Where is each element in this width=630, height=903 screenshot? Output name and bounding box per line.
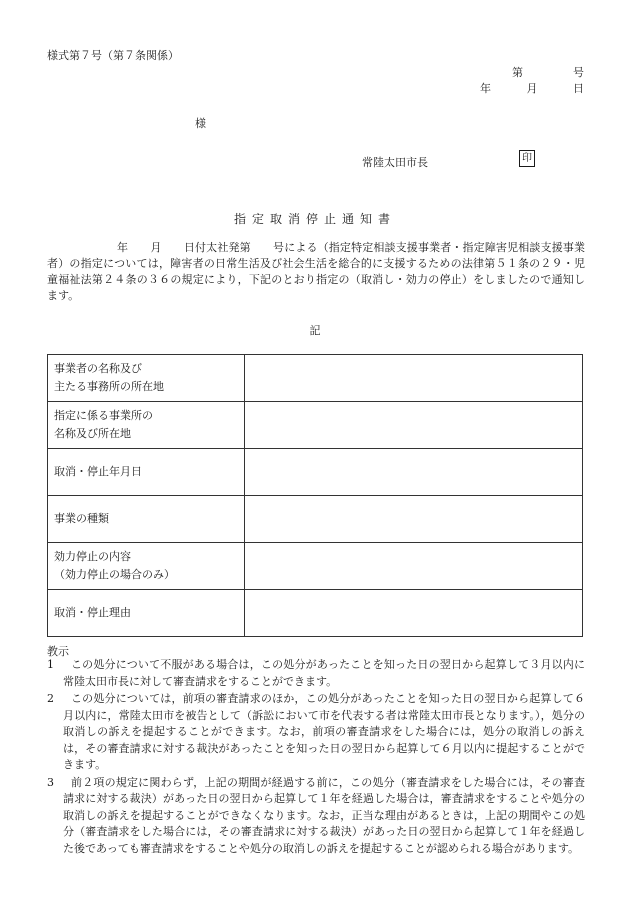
row-label: [48, 402, 245, 449]
row-label-line: 取消・停止年月日: [54, 465, 142, 478]
row-label-line: 効力停止の内容: [54, 550, 131, 563]
issue-date-year: 年: [480, 82, 491, 95]
table-row: [48, 449, 583, 496]
instruction-item: [47, 691, 585, 774]
instruction-item: [47, 775, 585, 858]
instruction-text: この処分について不服がある場合は，この処分があったことを知った日の翌日から起算して３月以内に常陸太田市長に対して審査請求をすることができます。: [63, 658, 585, 688]
row-label: [48, 543, 245, 590]
form-number: 様式第７号（第７条関係）: [47, 49, 179, 62]
instructions-list: [47, 657, 585, 858]
instruction-number: 1: [47, 658, 54, 671]
row-value: [245, 543, 583, 590]
instruction-text: 前２項の規定に関わらず，上記の期間が経過する前に，この処分（審査請求をした場合には，その審査請求に対する裁決）があった日の翌日から起算して１年を経過した場合は，審査請求をすることや処分の取消しの訴えを提起することができなくなります。なお，正当な理由があるときは，上記の期間やこの処分（審査請求をした場合には，その審査請求に対する裁決）があった日の翌日から起算して１年を経過した後であっても審査請求をすることや処分の取消しの訴えを提起することが認められる場合があります。: [63, 775, 585, 855]
row-value: [245, 402, 583, 449]
body-text: 年 月 日付太社発第 号による（指定特定相談支援事業者・指定障害児相談支援事業者）の指定については，障害者の日常生活及び社会生活を総合的に支援するための法律第５１条の２９・児童福祉法第２４条の３６の規定により，下記のとおり指定の（取消し・効力の停止）をしましたので通知します。: [47, 241, 585, 302]
instructions-heading: 教示: [47, 645, 69, 658]
row-value: [245, 590, 583, 637]
instruction-text: この処分については，前項の審査請求のほか，この処分があったことを知った日の翌日から起算して６月以内に，常陸太田市を被告として（訴訟において市を代表する者は常陸太田市長となります。），処分の取消しの訴えを提起することができます。なお，前項の審査請求をした場合には，処分の取消しの訴えは，その審査請求に対する裁決があったことを知った日の翌日から起算して６月以内に提起することができます。: [63, 692, 585, 771]
table-row: [48, 590, 583, 637]
document-title: 指定取消停止通知書: [233, 212, 396, 226]
row-value: [245, 355, 583, 402]
row-label-line: 取消・停止理由: [54, 606, 131, 619]
instruction-item: [47, 657, 585, 690]
row-label-line: （効力停止の場合のみ）: [54, 568, 175, 581]
instruction-number: 2: [47, 692, 54, 705]
row-label: [48, 449, 245, 496]
row-label: [48, 496, 245, 543]
issuer-title: 常陸太田市長: [362, 156, 428, 169]
instruction-number: 3: [47, 775, 54, 789]
table-row: [48, 543, 583, 590]
table-row: [48, 355, 583, 402]
row-label-line: 名称及び所在地: [54, 427, 131, 440]
row-value: [245, 449, 583, 496]
row-label-line: 事業の種類: [54, 512, 109, 525]
row-label-line: 事業者の名称及び: [54, 362, 142, 375]
addressee: 様: [195, 117, 206, 130]
row-label-line: 主たる事務所の所在地: [54, 380, 164, 393]
document-number-go: 号: [573, 66, 584, 79]
row-label: [48, 355, 245, 402]
document-number: [512, 64, 584, 80]
issue-date-month: 月: [526, 82, 538, 95]
info-table: [47, 354, 583, 637]
ki-heading: 記: [309, 324, 321, 337]
row-label: [48, 590, 245, 637]
document-number-dai: 第: [512, 66, 523, 79]
seal-mark: 印: [519, 150, 535, 167]
table-row: [48, 402, 583, 449]
table-row: [48, 496, 583, 543]
issue-date-day: 日: [573, 82, 584, 95]
issue-date: [480, 80, 584, 96]
row-label-line: 指定に係る事業所の: [54, 409, 153, 422]
row-value: [245, 496, 583, 543]
